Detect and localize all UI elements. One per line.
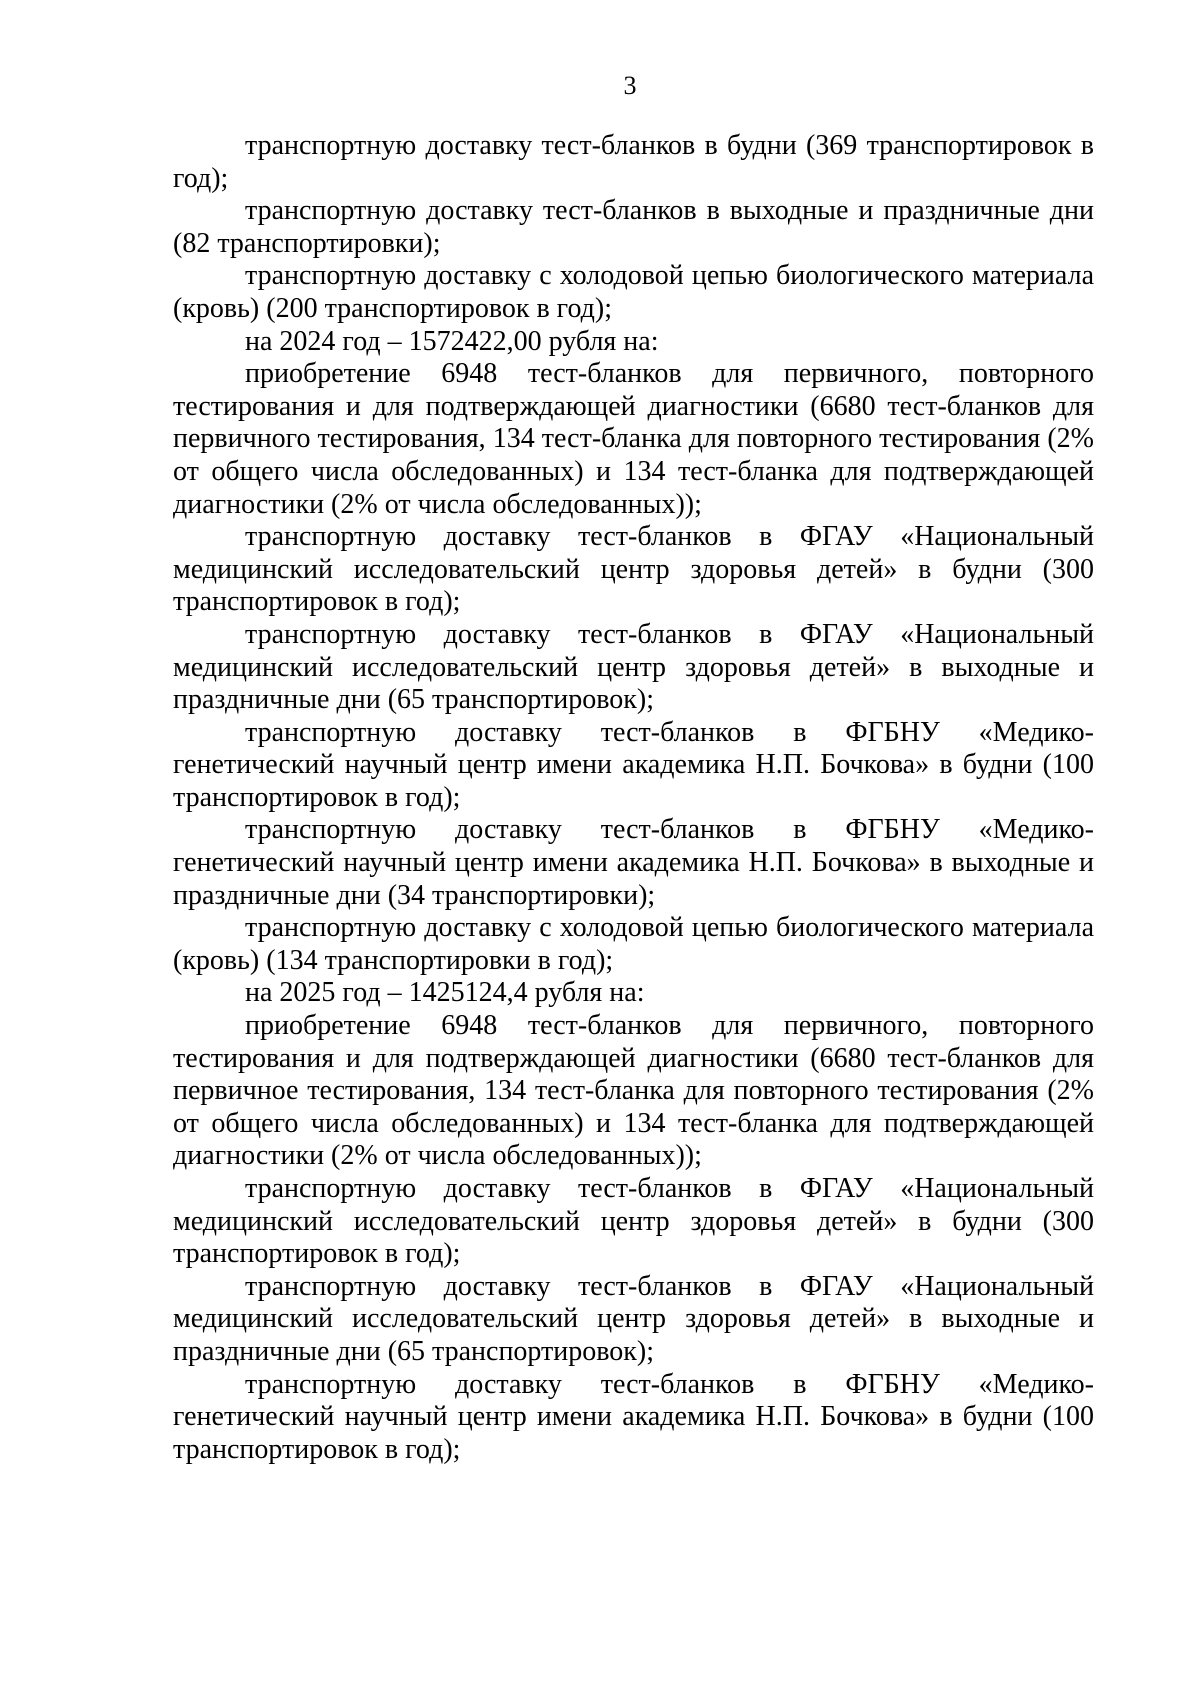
paragraph: транспортную доставку с холодовой цепью биологического материала (кровь) (134 транспортировки в год); (173, 912, 1094, 976)
paragraph: транспортную доставку тест-бланков в ФГБНУ «Медико-генетический научный центр имени академика Н.П. Бочкова» в будни (100 транспортировок в год); (173, 1368, 1094, 1465)
paragraph: на 2024 год – 1572422,00 рубля на: (245, 325, 659, 357)
paragraph: транспортную доставку тест-бланков в ФГБНУ «Медико-генетический научный центр имени академика Н.П. Бочкова» в будни (100 транспортировок в год); (173, 716, 1094, 813)
paragraph: приобретение 6948 тест-бланков для первичного, повторного тестирования и для подтверждающей диагностики (6680 тест-бланков для первичное тестирования, 134 тест-бланка для повторного тестирования (2% от общего числа обследованных) и 134 тест-бланка для подтверждающей диагностики (2% от числа обследованных)); (173, 1010, 1094, 1172)
paragraph: транспортную доставку тест-бланков в ФГАУ «Национальный медицинский исследовательский центр здоровья детей» в выходные и праздничные дни (65 транспортировок); (173, 1270, 1094, 1367)
paragraph: приобретение 6948 тест-бланков для первичного, повторного тестирования и для подтверждающей диагностики (6680 тест-бланков для первичного тестирования, 134 тест-бланка для повторного тестирования (2% от общего числа обследованных) и 134 тест-бланка для подтверждающей диагностики (2% от числа обследованных)); (173, 358, 1094, 520)
paragraph: транспортную доставку тест-бланков в будни (369 транспортировок в год); (173, 130, 1094, 194)
paragraph: транспортную доставку тест-бланков в ФГБНУ «Медико-генетический научный центр имени академика Н.П. Бочкова» в выходные и праздничные дни (34 транспортировки); (173, 814, 1094, 911)
paragraph: транспортную доставку тест-бланков в ФГАУ «Национальный медицинский исследовательский центр здоровья детей» в будни (300 транспортировок в год); (173, 521, 1094, 618)
paragraph: на 2025 год – 1425124,4 рубля на: (245, 977, 645, 1009)
document-body (173, 130, 1094, 1466)
paragraph: транспортную доставку тест-бланков в выходные и праздничные дни (82 транспортировки); (173, 195, 1094, 259)
paragraph: транспортную доставку тест-бланков в ФГАУ «Национальный медицинский исследовательский центр здоровья детей» в будни (300 транспортировок в год); (173, 1173, 1094, 1270)
paragraph: транспортную доставку с холодовой цепью биологического материала (кровь) (200 транспортировок в год); (173, 260, 1094, 324)
page-number: 3 (623, 71, 637, 100)
paragraph: транспортную доставку тест-бланков в ФГАУ «Национальный медицинский исследовательский центр здоровья детей» в выходные и праздничные дни (65 транспортировок); (173, 618, 1094, 716)
